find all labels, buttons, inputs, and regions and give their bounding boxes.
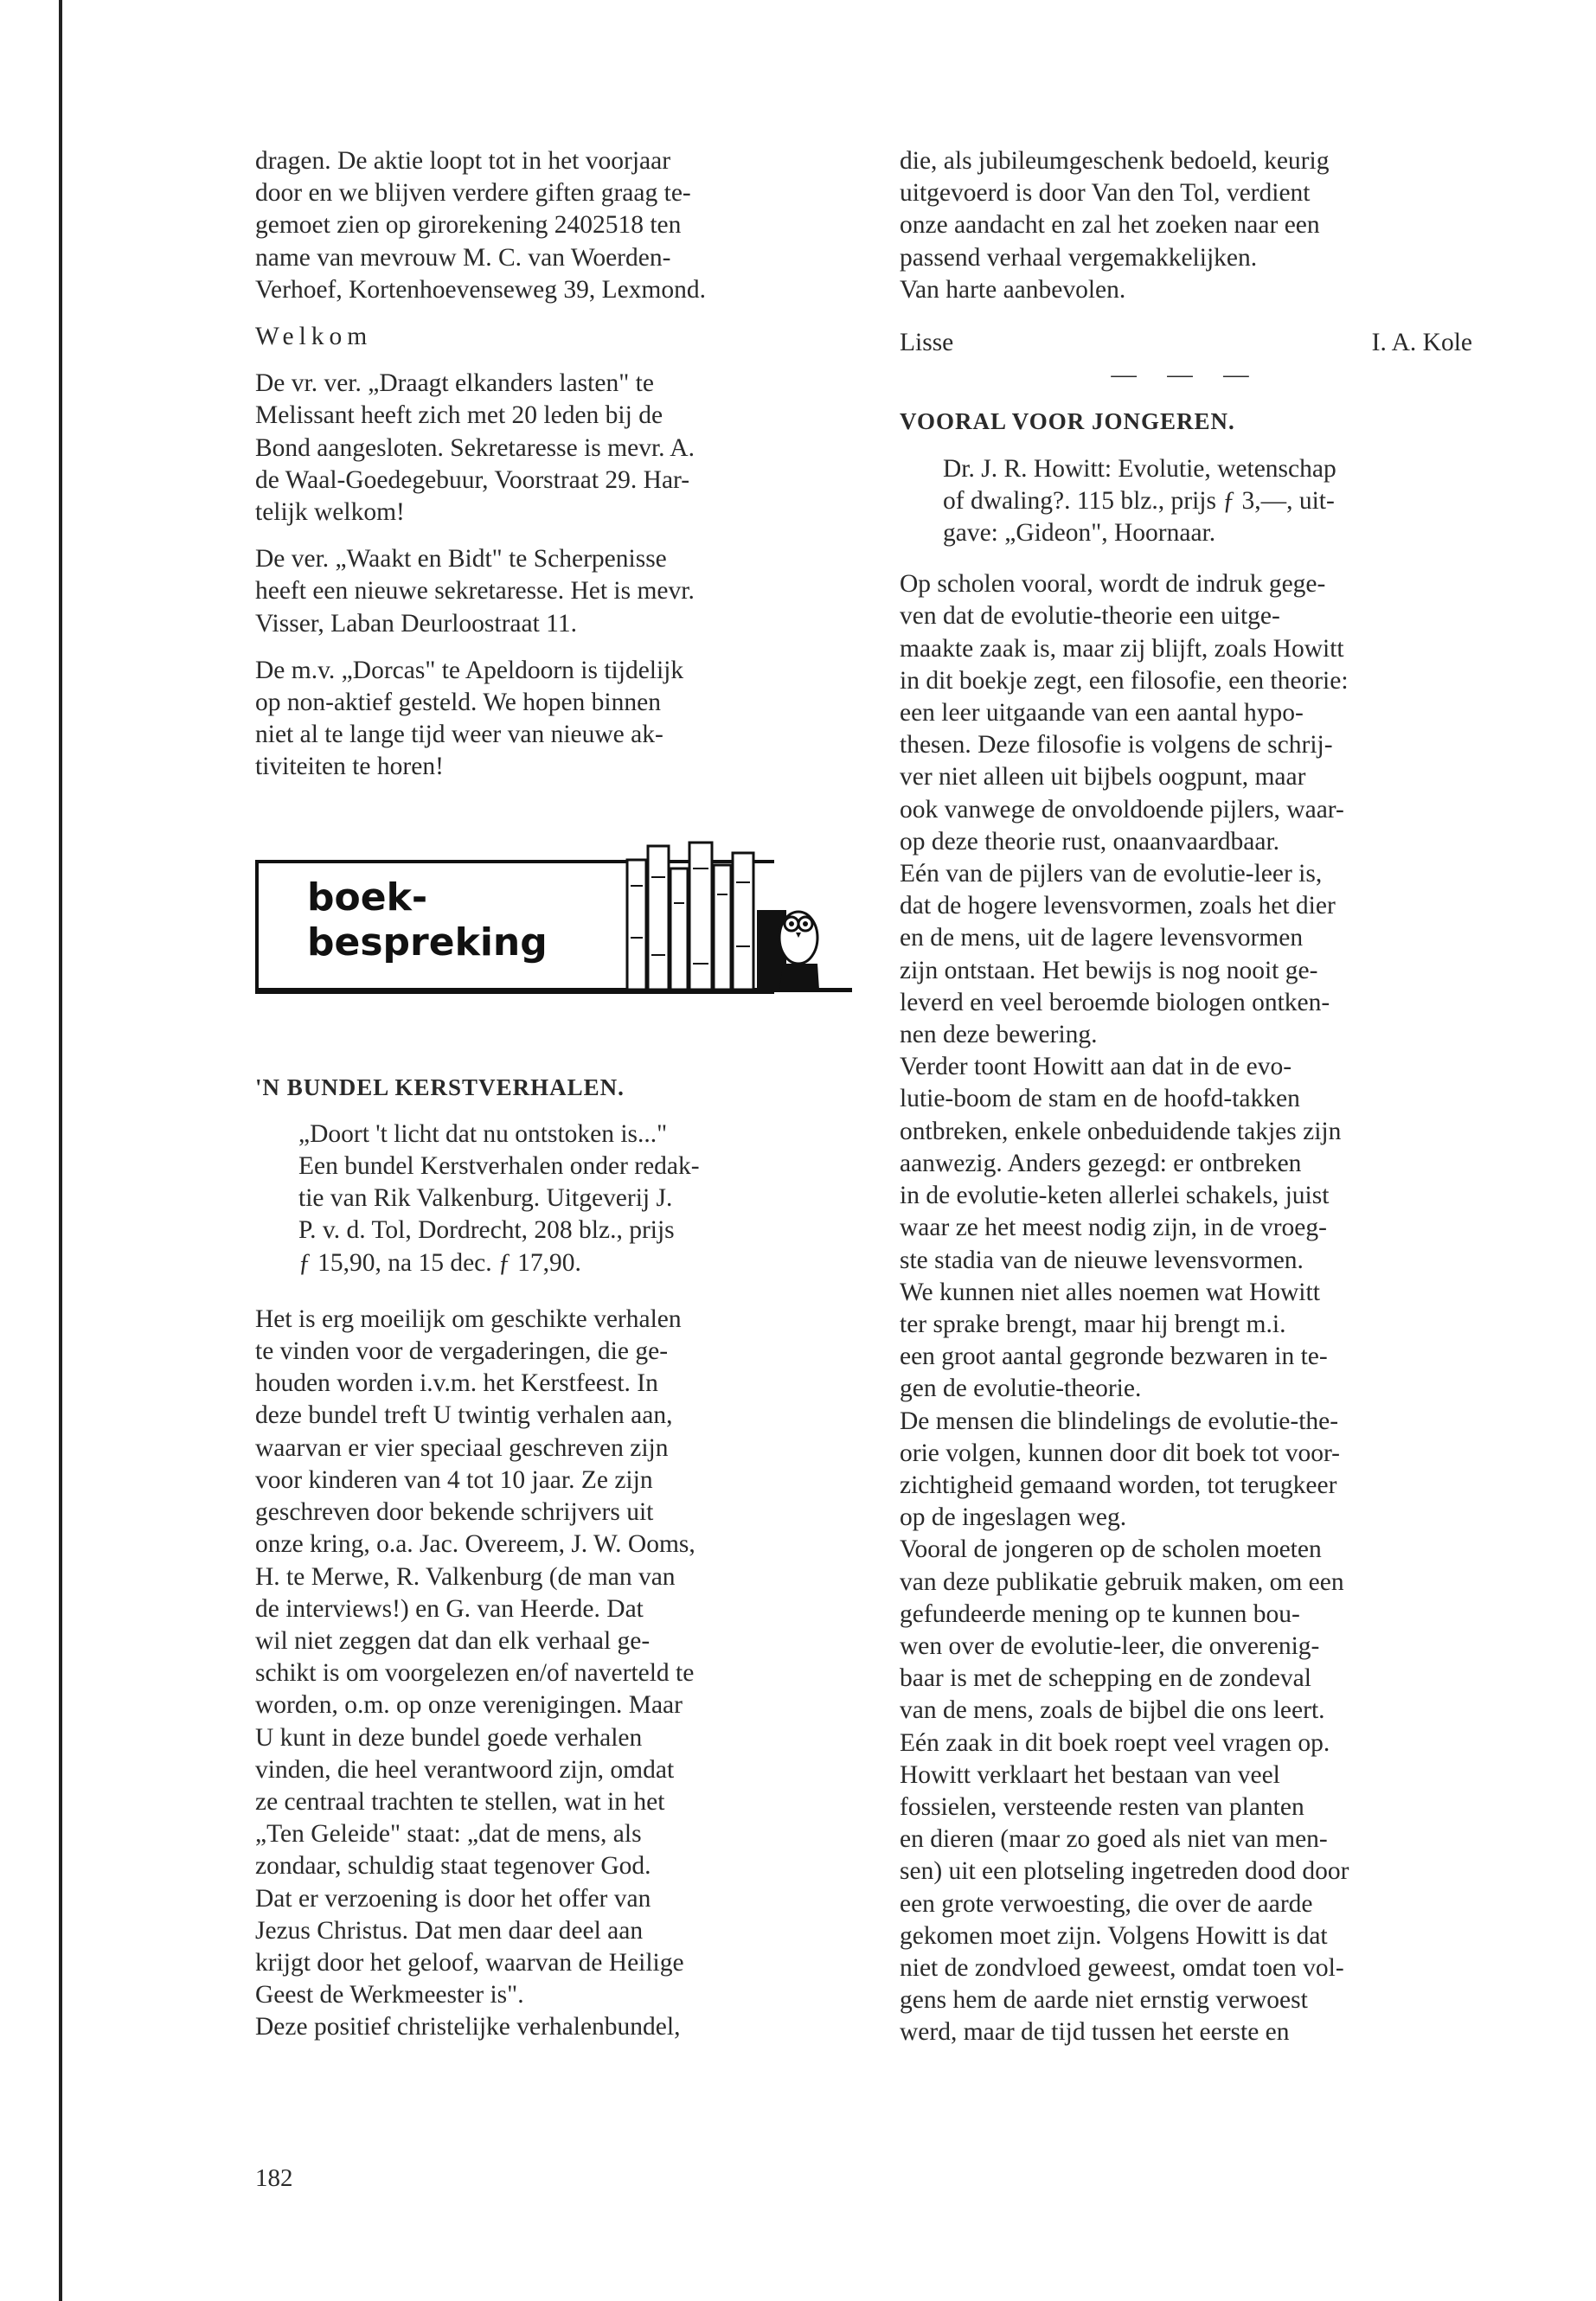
review-signature	[900, 327, 1472, 359]
section-divider: — — —	[1111, 361, 1261, 389]
review-book-reference: „Doort 't licht dat nu ontstoken is..." Een bundel Kerstverhalen onder redak- tie van Rik Valkenburg. Uitgeverij J. P. v. d. Tol, Dordrecht, 208 blz., prijs ƒ 15,90, na 15 dec. ƒ 17,90.	[298, 1119, 700, 1277]
page-binding-edge	[59, 0, 62, 2301]
welkom-paragraph-1: De vr. ver. „Draagt elkanders lasten" te Melissant heeft zich met 20 leden bij de Bond aangesloten. Sekretaresse is mevr. A. de Waal-Goedegebuur, Voorstraat 29. Har- telijk welkom!	[255, 369, 695, 527]
intro-paragraph: dragen. De aktie loopt tot in het voorjaar door en we blijven verdere giften graag te- gemoet zien op girorekening 2402518 ten name van mevrouw M. C. van Woerden- Verhoef, Kortenhoevenseweg 39, Lexmond.	[255, 147, 707, 304]
signature-name: I. A. Kole	[1371, 329, 1472, 357]
signature-place: Lisse	[900, 329, 954, 357]
right-column	[900, 145, 1472, 2064]
review-ending: die, als jubileumgeschenk bedoeld, keurig uitgevoerd is door Van den Tol, verdient onze aandacht en zal het zoeken naar een passend verhaal vergemakkelijken. Van harte aanbevolen.	[900, 147, 1330, 304]
left-column	[255, 145, 878, 2059]
page-number: 182	[255, 2164, 293, 2192]
welkom-paragraph-3: De m.v. „Dorcas" te Apeldoorn is tijdelijk op non-aktief gesteld. We hopen binnen niet al te lange tijd weer van nieuwe ak- tiviteiten te horen!	[255, 656, 684, 781]
howitt-book-reference: Dr. J. R. Howitt: Evolutie, wetenschap of dwaling?. 115 blz., prijs ƒ 3,—, uit- gave: „Gideon", Hoornaar.	[943, 454, 1336, 548]
books-and-owl-icon	[619, 834, 852, 998]
welkom-paragraph-2: De ver. „Waakt en Bidt" te Scherpenisse heeft een nieuwe sekretaresse. Het is mevr. Visser, Laban Deurloostraat 11.	[255, 545, 695, 638]
book-review-banner	[255, 834, 852, 1011]
howitt-review-body: Op scholen vooral, wordt de indruk gege- ven dat de evolutie-theorie een uitge- maakte zaak is, maar zij blijft, zoals Howitt in dit boekje zegt, een filosofie, een theorie: een leer uitgaande van een aantal hypo- thesen. Deze filosofie is volgens de schrij- ver niet alleen uit bijbels oogpunt, maar ook vanwege de onvoldoende pijlers, waar- op deze theorie rust, onaanvaardbaar. Eén van de pijlers van de evolutie-leer is, dat de hogere levensvormen, zoals het dier en de mens, uit de lagere levensvormen zijn ontstaan. Het bewijs is nog nooit ge- leverd en veel beroemde biologen ontken- nen deze bewering. Verder toont Howitt aan dat in de evo- lutie-boom de stam en de hoofd-takken ontbreken, enkele onbeduidende takjes zijn aanwezig. Anders gezegd: er ontbreken in de evolutie-keten allerlei schakels, juist waar ze het meest nodig zijn, in de vroeg- ste stadia van de nieuwe levensvormen. We kunnen niet alles noemen wat Howitt ter sprake brengt, maar hij brengt m.i. een groot aantal gegronde bezwaren in te- gen de evolutie-theorie. De mensen die blindelings de evolutie-the- orie volgen, kunnen door dit boek tot voor- zichtigheid gemaand worden, tot terugkeer op de ingeslagen weg. Vooral de jongeren op de scholen moeten van deze publikatie gebruik maken, om een gefundeerde mening op te kunnen bou- wen over de evolutie-leer, die onverenig- baar is met de schepping en de zondeval van de mens, zoals de bijbel die ons leert. Eén zaak in dit boek roept veel vragen op. Howitt verklaart het bestaan van veel fossielen, versteende resten van planten en dieren (maar zo goed als niet van men- sen) uit een plotseling ingetreden dood door een grote verwoesting, die over de aarde gekomen moet zijn. Volgens Howitt is dat niet de zondvloed geweest, omdat toen vol- gens hem de aarde niet ernstig verwoest werd, maar de tijd tussen het eerste en	[900, 570, 1349, 2047]
review-body: Het is erg moeilijk om geschikte verhalen te vinden voor de vergaderingen, die ge- houden worden i.v.m. het Kerstfeest. In deze bundel treft U twintig verhalen aan, waarvan er vier speciaal geschreven zijn voor kinderen van 4 tot 10 jaar. Ze zijn geschreven door bekende schrijvers uit onze kring, o.a. Jac. Overeem, J. W. Ooms, H. te Merwe, R. Valkenburg (de man van de interviews!) en G. van Heerde. Dat wil niet zeggen dat dan elk verhaal ge- schikt is om voorgelezen en/of naverteld te worden, o.m. op onze verenigingen. Maar U kunt in deze bundel goede verhalen vinden, die heel verantwoord zijn, omdat ze centraal trachten te stellen, wat in het „Ten Geleide" staat: „dat de mens, als zondaar, schuldig staat tegenover God. Dat er verzoening is door het offer van Jezus Christus. Dat men daar deel aan krijgt door het geloof, waarvan de Heilige Geest de Werkmeester is". Deze positief christelijke verhalenbundel,	[255, 1304, 695, 2041]
banner-title: boek- bespreking	[307, 875, 548, 965]
section-title-jongeren: VOORAL VOOR JONGEREN.	[900, 408, 1235, 435]
welkom-heading: Welkom	[255, 323, 373, 351]
review-title-kerstverhalen: 'N BUNDEL KERSTVERHALEN.	[255, 1074, 625, 1100]
